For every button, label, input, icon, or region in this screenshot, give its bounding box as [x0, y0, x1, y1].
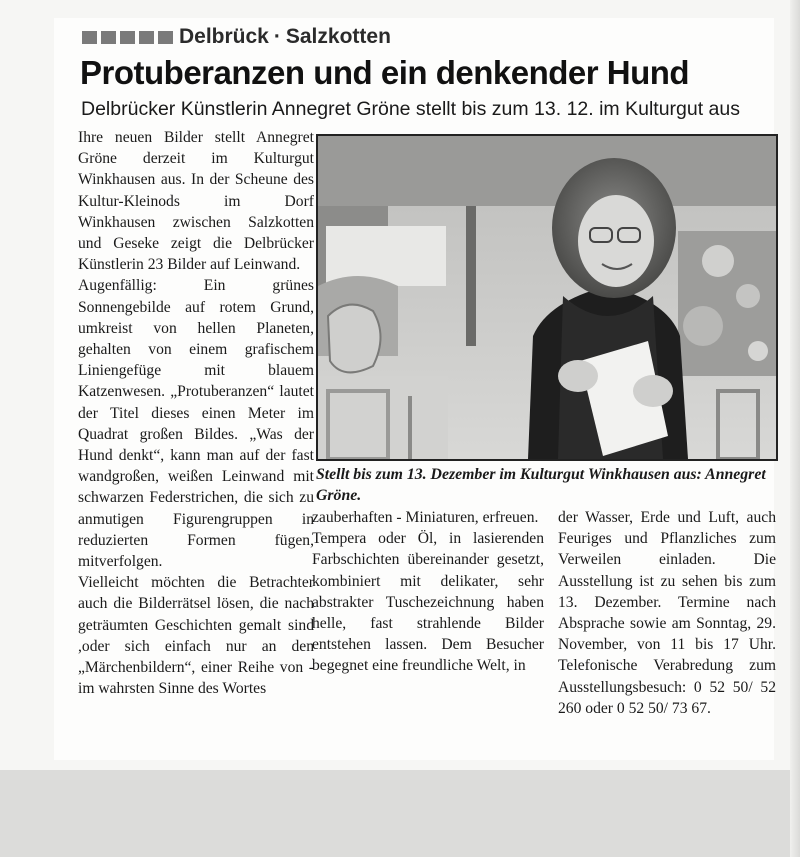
paragraph: Augenfällig: Ein grünes Sonnengebilde auf rotem Grund, umkreist von hellen Planeten, gehalten von einem grafischem Liniengefüge mit blauem Katzenwesen. „Protuberanzen“ lautet der Titel dieses einen Meter im Quadrat großen Bildes. „Was der Hund denkt“, kann man auf der fast wandgroßen, weißen Leinwand mit schwarzen Federstrichen, die sich zu anmutigen Figurengruppen in reduzierten Formen fügen, mitverfolgen.: [78, 277, 314, 571]
headline: Protuberanzen und ein denkender Hund: [80, 54, 690, 91]
scan-right-edge: [790, 0, 800, 857]
article-column-3: [558, 507, 776, 717]
section-place-1: Delbrück: [179, 25, 269, 48]
section-place-2: Salzkotten: [285, 25, 391, 48]
article-column-1: [78, 127, 314, 717]
paragraph: Vielleicht möchten die Betrachter auch die Bilderrätsel lösen, die nach geträumten Geschichten gemalt sind ,oder sich einfach nur an den „Märchenbildern“, einer Reihe von - im wahrsten Sinne des Wortes: [78, 574, 314, 698]
scan-bottom-margin: [0, 770, 800, 857]
paragraph: zauberhaften - Miniaturen, erfreuen.: [312, 509, 539, 526]
artist-photo: [316, 134, 778, 461]
photo-illustration: [318, 136, 776, 459]
paragraph: Ihre neuen Bilder stellt Annegret Gröne derzeit im Kulturgut Winkhausen aus. In der Scheune des Kultur-Kleinods im Dorf Winkhausen zwischen Salzkotten und Geseke zeigt die Delbrücker Künstlerin 23 Bilder auf Leinwand.: [78, 129, 314, 274]
paragraph: der Wasser, Erde und Luft, auch Feuriges und Pflanzliches zum Verweilen einladen. Die Ausstellung ist zu sehen bis zum 13. Dezember. Termine nach Absprache sowie am Sonntag, 29. November, von 11 bis 17 Uhr. Telefonische Verabredung zum Ausstellungsbesuch: 0 52 50/ 52 260 oder 0 52 50/ 73 67.: [558, 509, 776, 717]
subheadline: Delbrücker Künstlerin Annegret Gröne stellt bis zum 13. 12. im Kulturgut aus: [81, 98, 740, 120]
section-header: [82, 23, 391, 51]
photo-caption: Stellt bis zum 13. Dezember im Kulturgut Winkhausen aus: Annegret Gröne.: [316, 466, 766, 504]
newspaper-clipping: [54, 18, 774, 760]
section-separator: ·: [273, 25, 281, 48]
article-column-2: [312, 507, 544, 717]
section-marker-blocks: [82, 31, 173, 44]
paragraph: Tempera oder Öl, in lasierenden Farbschichten übereinander gesetzt, kombiniert mit delikater, sehr abstrakter Tuschezeichnung haben helle, fast strahlende Bilder entstehen lassen. Dem Besucher begegnet eine freundliche Welt, in: [312, 530, 544, 675]
